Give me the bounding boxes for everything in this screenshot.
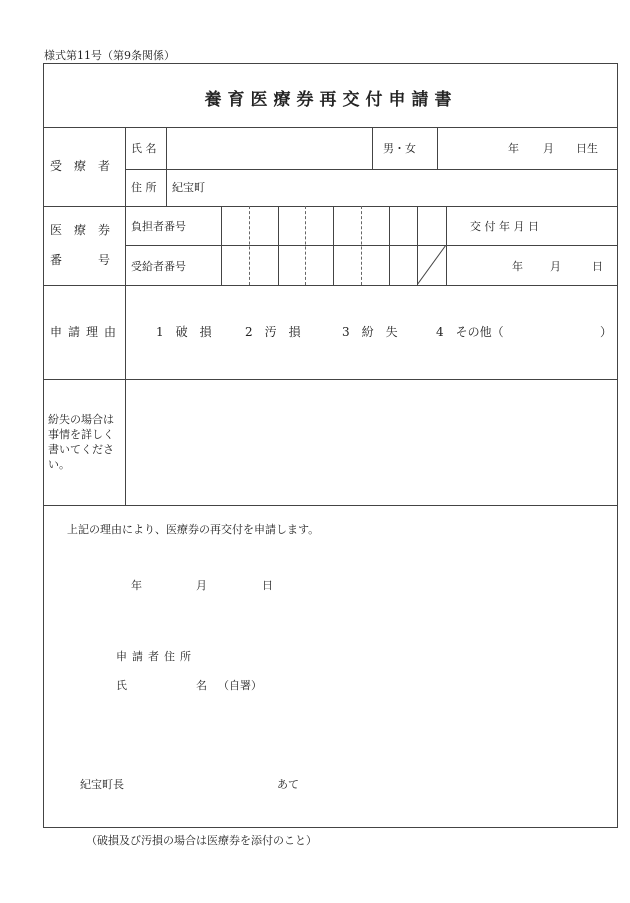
address-field[interactable]: 紀宝町 [172,181,205,194]
digit-divider-dashed [361,206,362,285]
signature-note: （自署） [218,679,262,692]
digit-divider-dashed [305,206,306,285]
issue-date-label: 交 付 年 月 日 [470,220,539,233]
declaration-day-label: 日 [262,579,273,592]
recipient-label: 受 療 者 [50,159,111,173]
row-divider [125,169,618,170]
row-divider [43,285,618,286]
row-divider [43,505,618,506]
name-label: 氏 名 [131,142,157,155]
issue-month-label: 月 [550,260,561,273]
payer-number-label: 負担者番号 [131,220,186,233]
gender-select[interactable]: 男・女 [383,142,416,155]
reason-option-damaged[interactable]: 1 破 損 [156,325,212,339]
reason-option-soiled[interactable]: 2 汚 損 [245,325,301,339]
row-divider [125,245,618,246]
reason-option-other[interactable]: 4 その他（ [436,325,504,339]
col-divider [125,127,126,505]
row-divider [43,379,618,380]
declaration-month-label: 月 [196,579,207,592]
birth-day-label: 日生 [576,142,598,155]
reason-close-paren: ） [600,325,613,339]
address-label: 住 所 [131,181,157,194]
applicant-name-field[interactable] [270,675,595,695]
declaration-year-label: 年 [131,579,142,592]
ticket-label-line2: 番 号 [50,253,111,267]
row-divider [43,206,618,207]
applicant-name-label-2: 名 [196,679,207,692]
reason-label: 申請理由 [50,325,123,339]
digit-divider [221,206,222,285]
applicant-name-label-1: 氏 [116,679,127,692]
ticket-label-line1: 医 療 券 [50,223,111,237]
col-divider [437,127,438,169]
col-divider [372,127,373,169]
birth-month-label: 月 [543,142,554,155]
footer-note: （破損及び汚損の場合は医療券を添付のこと） [86,834,317,847]
applicant-address-label: 申請者住所 [116,650,196,663]
issue-day-label: 日 [592,260,603,273]
form-title: 養育医療券再交付申請書 [204,90,458,110]
digit-divider [278,206,279,285]
applicant-address-field[interactable] [215,646,595,666]
loss-detail-label: 紛失の場合は事情を詳しく書いてください。 [48,413,114,471]
digit-divider [333,206,334,285]
addressee: 紀宝町長 [80,778,124,791]
digit-divider-dashed [249,206,250,285]
digit-divider [389,206,390,285]
recipient-number-label: 受給者番号 [131,260,186,273]
diagonal-slash [417,245,447,286]
addressee-suffix: あて [277,778,299,791]
declaration-statement: 上記の理由により、医療券の再交付を申請します。 [67,523,320,536]
birth-year-label: 年 [508,142,519,155]
loss-detail-field[interactable] [127,381,617,504]
form-number: 様式第11号（第9条関係） [44,49,175,62]
reason-option-lost[interactable]: 3 紛 失 [342,325,398,339]
name-field[interactable] [167,128,371,168]
issue-year-label: 年 [512,260,523,273]
